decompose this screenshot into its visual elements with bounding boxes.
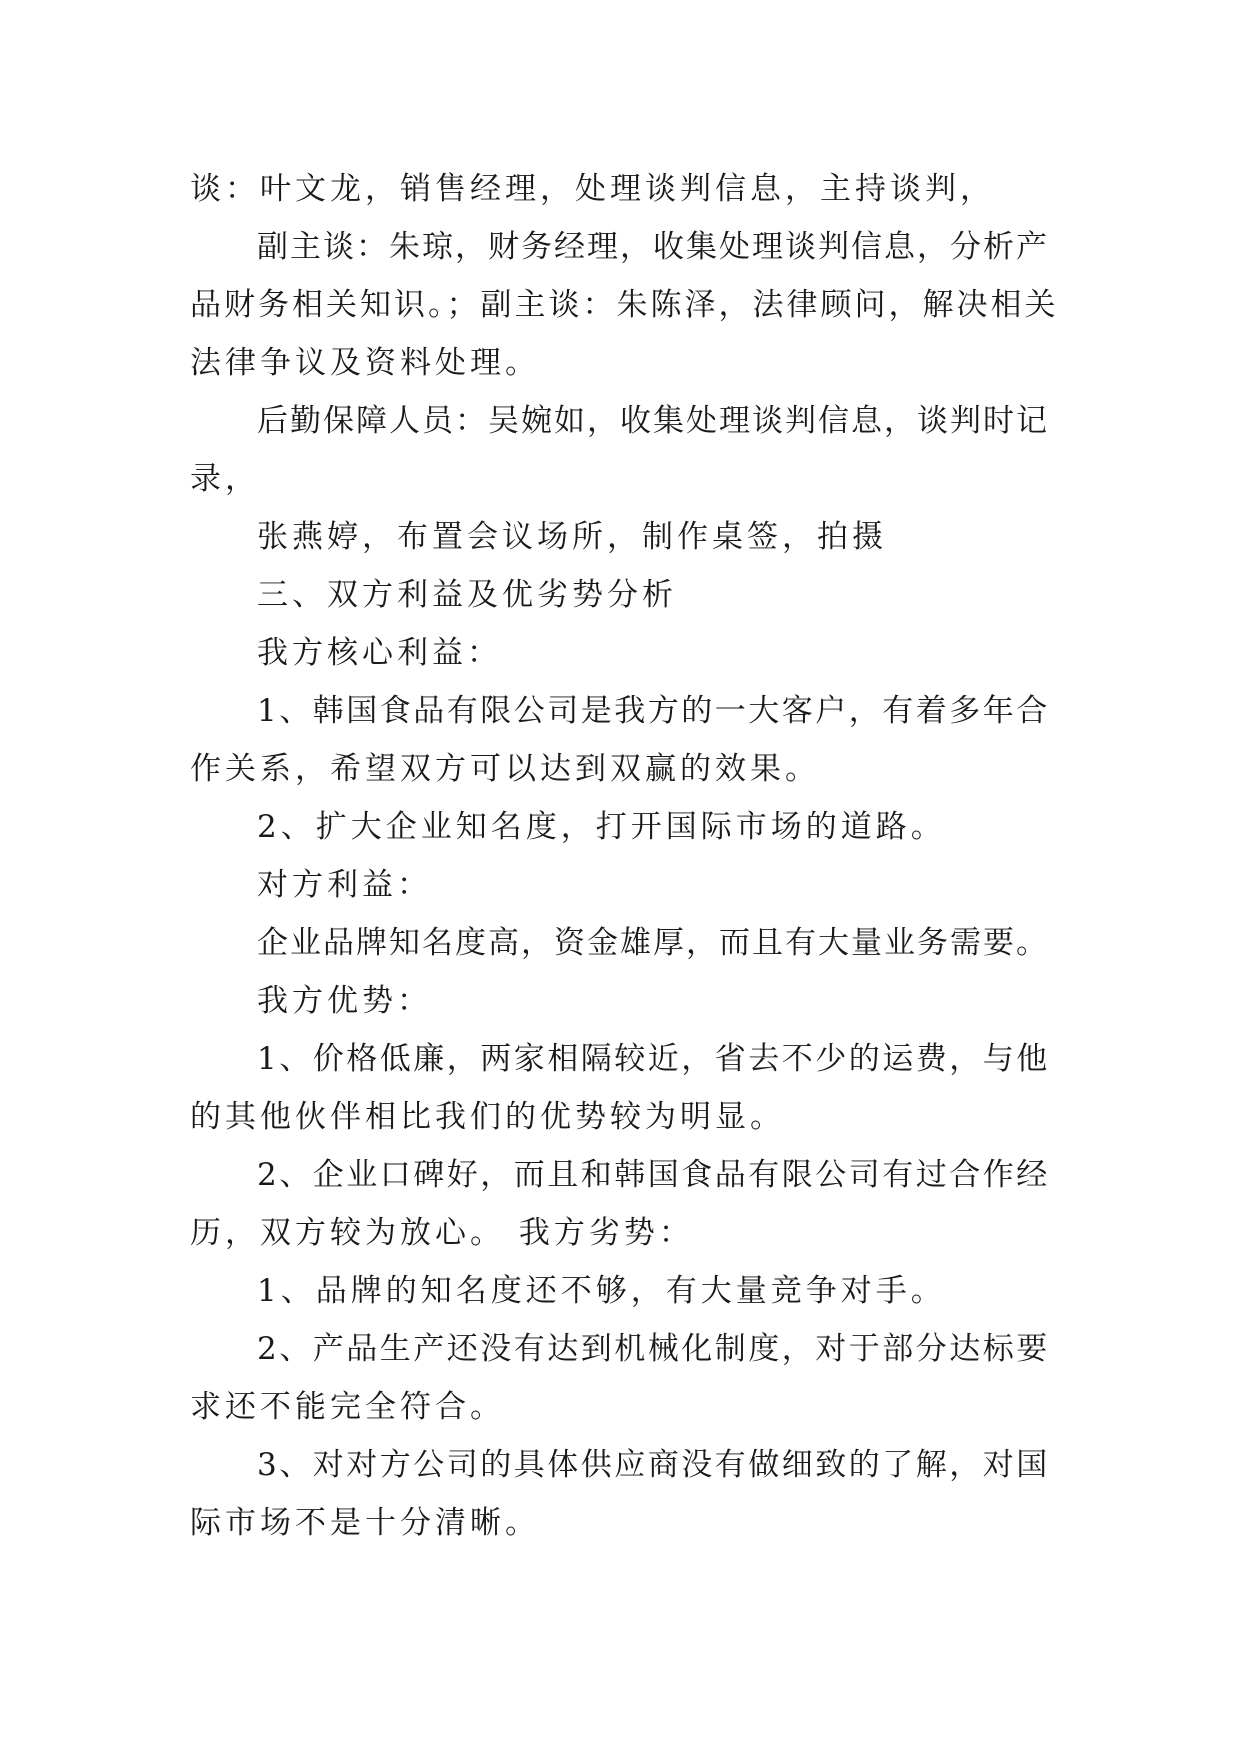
- subheading: 我方核心利益：: [257, 635, 502, 671]
- document-body: [190, 160, 1060, 1552]
- text-line: 录，: [190, 461, 260, 497]
- text-line: 求还不能完全符合。: [190, 1389, 505, 1425]
- text-line: 副主谈：朱琼，财务经理，收集处理谈判信息，分析产: [257, 229, 1049, 265]
- text-line: 法律争议及资料处理。: [190, 345, 540, 381]
- text-line: 3、对对方公司的具体供应商没有做细致的了解，对国: [257, 1447, 1050, 1483]
- text-line: 1、价格低廉，两家相隔较近，省去不少的运费，与他: [257, 1041, 1050, 1077]
- subheading: 我方优势：: [257, 983, 432, 1019]
- text-line: 2、产品生产还没有达到机械化制度，对于部分达标要: [257, 1331, 1050, 1367]
- text-line: 张燕婷，布置会议场所，制作桌签，拍摄: [257, 519, 887, 555]
- text-line: 2、企业口碑好，而且和韩国食品有限公司有过合作经: [257, 1157, 1050, 1193]
- section-heading: 三、双方利益及优劣势分析: [257, 577, 677, 613]
- subheading: 对方利益：: [257, 867, 432, 903]
- text-line: 品财务相关知识。；副主谈：朱陈泽，法律顾问，解决相关: [190, 287, 1059, 323]
- text-line: 后勤保障人员：吴婉如，收集处理谈判信息，谈判时记: [257, 403, 1049, 439]
- text-line: 谈：叶文龙，销售经理，处理谈判信息，主持谈判，: [190, 171, 995, 207]
- text-line: 1、品牌的知名度还不够，有大量竞争对手。: [257, 1273, 946, 1309]
- text-line: 历，双方较为放心。 我方劣势：: [190, 1215, 694, 1251]
- text-line: 2、扩大企业知名度，打开国际市场的道路。: [257, 809, 946, 845]
- text-line: 作关系，希望双方可以达到双赢的效果。: [190, 751, 820, 787]
- text-line: 1、韩国食品有限公司是我方的一大客户，有着多年合: [257, 693, 1050, 729]
- text-line: 的其他伙伴相比我们的优势较为明显。: [190, 1099, 785, 1135]
- text-line: 企业品牌知名度高，资金雄厚，而且有大量业务需要。: [257, 925, 1049, 961]
- text-line: 际市场不是十分清晰。: [190, 1505, 540, 1541]
